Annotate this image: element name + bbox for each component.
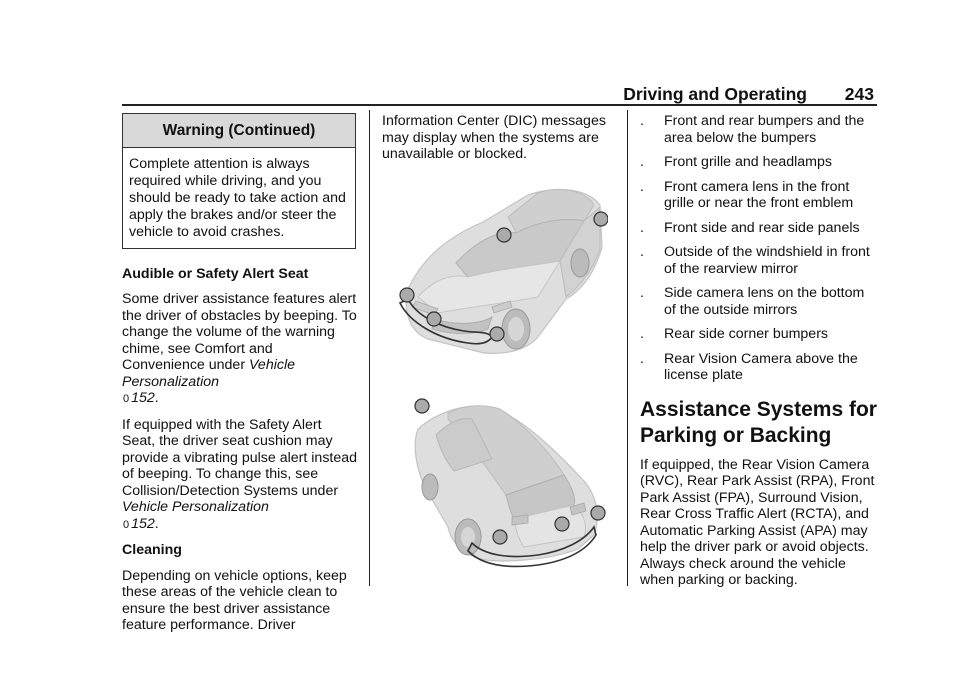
list-item [640,220,880,237]
warning-title: Warning (Continued) [123,114,355,148]
section-title: Driving and Operating [623,84,807,104]
list-item [640,179,880,212]
bullet-marker: . [640,219,644,236]
page-header [122,84,877,104]
section-heading: Assistance Systems for Parking or Backing [640,397,877,447]
list-item [640,113,880,146]
front-vehicle-illustration [388,177,608,367]
cleaning-heading: Cleaning [122,542,182,559]
list-item-text: Front and rear bumpers and the area below the bumpers [664,113,865,146]
column-1 [122,113,358,643]
header-divider [122,104,877,106]
bullet-marker: . [640,113,644,129]
list-item [640,244,880,277]
list-item-text: Side camera lens on the bottom of the outside mirrors [664,285,865,318]
column-divider-2 [627,110,628,586]
list-item-text: Outside of the windshield in front of the rearview mirror [664,244,870,277]
bullet-marker: . [640,178,644,195]
list-item-text: Rear side corner bumpers [664,326,829,342]
rear-vehicle-illustration [388,389,608,575]
vehicle-personalization-link[interactable]: Vehicle Personalization [122,357,296,390]
page-number: 243 [844,84,874,104]
page-ref-arrow: 0 [123,393,130,406]
warning-box [122,113,356,249]
column-3 [640,113,880,598]
column-2 [382,113,614,575]
column-divider-1 [369,110,370,586]
page-ref-arrow: 0 [123,518,130,531]
list-item [640,326,880,343]
list-item [640,154,880,171]
page-ref[interactable]: 152 [131,515,155,532]
seat-heading: Audible or Safety Alert Seat [122,265,309,282]
bullet-marker: . [640,244,644,260]
warning-body: Complete attention is always required while driving, and you should be ready to take action and apply the brakes and/or steer the vehicle to avoid crashes. [129,156,346,240]
front-car-svg [388,177,608,367]
list-item [640,351,880,384]
list-item-text: Front side and rear side panels [664,219,860,236]
vehicle-personalization-link[interactable]: Vehicle Personalization [122,499,269,516]
dic-paragraph: Information Center (DIC) messages may display when the systems are unavailable or blocked. [382,113,606,162]
list-item-text: Front grille and headlamps [664,154,832,170]
bullet-marker: . [640,350,644,367]
seat-paragraph-2: If equipped with the Safety Alert Seat, the driver seat cushion may provide a vibrating pulse alert instead of beeping. To change this, see Collision/Detection Systems under Vehicle Personalization 0 152. [122,416,358,532]
list-item-text: Rear Vision Camera above the license plate [664,350,858,383]
cleaning-areas-list [640,113,880,384]
seat-paragraph-1: Some driver assistance features alert the driver of obstacles by beeping. To change the volume of the warning chime, see Comfort and Convenience under Vehicle Personalization 0 152. [122,291,357,407]
cleaning-paragraph: Depending on vehicle options, keep these areas of the vehicle clean to ensure the best driver assistance feature performance. Driver [122,567,347,634]
list-item-text: Front camera lens in the front grille or near the front emblem [664,178,854,211]
bullet-marker: . [640,154,644,170]
bullet-marker: . [640,285,644,301]
rear-car-svg [388,389,608,575]
list-item [640,285,880,318]
page-ref[interactable]: 152 [131,390,155,407]
bullet-marker: . [640,326,644,342]
assistance-paragraph: If equipped, the Rear Vision Camera (RVC), Rear Park Assist (RPA), Front Park Assist (FPA), Surround Vision, Rear Cross Traffic Alert (RCTA), and Automatic Parking Assist (APA) may help the driver park or avoid objects. Always check around the vehicle when parking or backing. [640,456,875,588]
